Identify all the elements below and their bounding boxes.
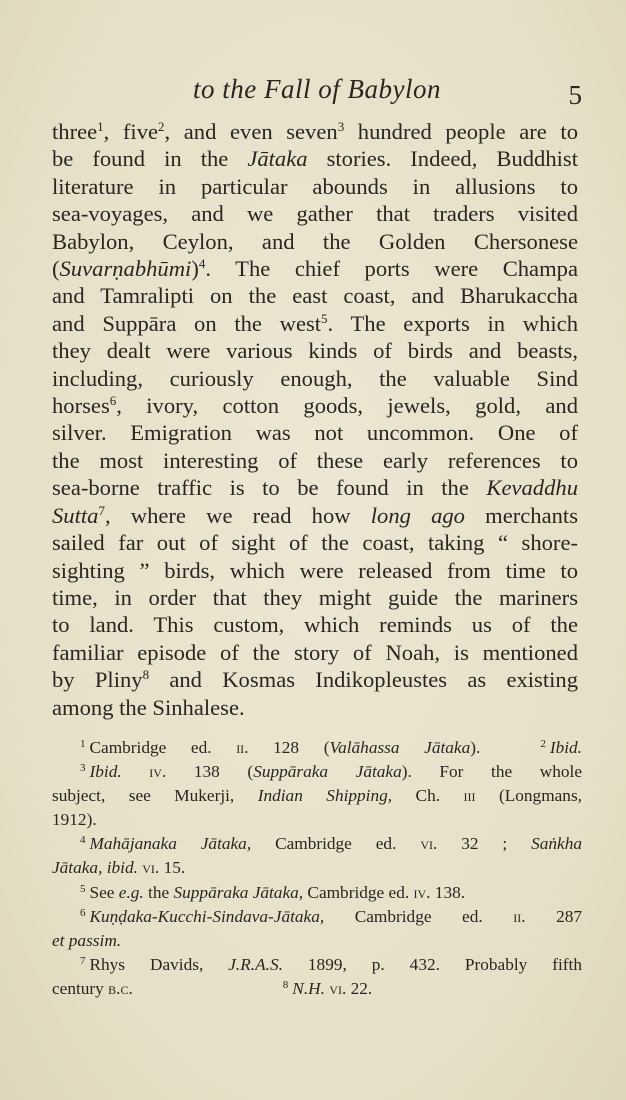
page-header <box>52 74 582 114</box>
body-paragraph <box>52 118 578 721</box>
text-line: including, curiously enough, the valuable Sind <box>52 365 578 391</box>
footnote-7-8: century b.c. $^8$ N.H. vi. 22. <box>52 978 373 998</box>
text-line: to land. This custom, which reminds us of the <box>52 612 578 638</box>
text-line: three$^1$, five$^2$, and even seven$^3$ hundred people are to <box>52 119 578 144</box>
footnote-4: $^4$ Mahājanaka Jātaka, Cambridge ed. vi. 32 ; Saṅkha <box>80 834 582 854</box>
text-line: sea-voyages, and we gather that traders visited <box>52 201 578 227</box>
footnote-4-cont: Jātaka, ibid. vi. 15. <box>52 858 186 878</box>
text-line: Sutta$^7$, where we read how long ago merchants <box>52 502 578 528</box>
page-number: 5 <box>568 80 582 110</box>
text-line: and Suppāra on the west$^5$. The exports in which <box>52 310 578 336</box>
footnote-3: $^3$ Ibid. iv. 138 (Suppāraka Jātaka). For the whole <box>80 762 583 782</box>
text-line: time, in order that they might guide the mariners <box>52 584 578 610</box>
running-title: to the Fall of Babylon <box>193 74 441 104</box>
text-line: among the Sinhalese. <box>52 694 245 720</box>
text-line: the most interesting of these early references to <box>52 447 578 473</box>
text-line: be found in the Jātaka stories. Indeed, Buddhist <box>52 146 579 172</box>
text-line: sea-borne traffic is to be found in the Kevaddhu <box>52 475 578 501</box>
footnote-6-cont: et passim. <box>52 930 122 950</box>
footnote-1-2: $^1$ Cambridge ed. ii. 128 (Valāhassa Jātaka). $^2$ Ibid. <box>80 738 582 757</box>
footnote-3-cont: subject, see Mukerji, Indian Shipping, Ch. iii (Longmans, <box>52 786 582 806</box>
footnote-3-end: 1912). <box>52 810 97 830</box>
text-line: silver. Emigration was not uncommon. One of <box>52 420 578 446</box>
text-line: by Pliny$^8$ and Kosmas Indikopleustes as existing <box>52 667 578 693</box>
text-line: familiar episode of the story of Noah, is mentioned <box>52 639 578 665</box>
text-line: (Suvarṇabhūmi)$^4$. The chief ports were Champa <box>52 256 578 282</box>
text-line: sighting ” birds, which were released from time to <box>52 557 578 583</box>
footnote-7: $^7$ Rhys Davids, J.R.A.S. 1899, p. 432. Probably fifth <box>80 954 582 974</box>
footnotes <box>52 736 582 1001</box>
text-line: and Tamralipti on the east coast, and Bharukaccha <box>52 283 578 309</box>
footnote-5: $^5$ See e.g. the Suppāraka Jātaka, Cambridge ed. iv. 138. <box>80 882 466 902</box>
text-line: horses$^6$, ivory, cotton goods, jewels, gold, and <box>52 393 578 419</box>
text-line: literature in particular abounds in allusions to <box>52 173 578 199</box>
text-line: Babylon, Ceylon, and the Golden Chersonese <box>52 228 578 254</box>
text-line: they dealt were various kinds of birds and beasts, <box>52 338 578 364</box>
footnote-6: $^6$ Kuṇḍaka-Kucchi-Sindava-Jātaka, Cambridge ed. ii. 287 <box>80 906 582 926</box>
text-line: sailed far out of sight of the coast, taking “ shore- <box>52 530 578 556</box>
